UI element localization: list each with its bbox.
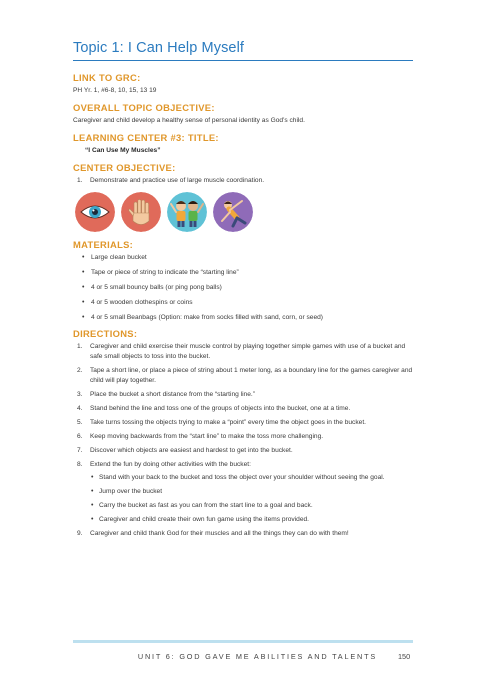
directions-final bbox=[73, 529, 413, 539]
list-text: Demonstrate and practice use of large muscle coordination. bbox=[90, 177, 265, 184]
list-text: Extend the fun by doing other activities with the bucket: bbox=[90, 461, 251, 468]
stretching-child-icon bbox=[213, 192, 253, 232]
link-heading: LINK TO GRC: bbox=[73, 72, 141, 83]
list-item: • 4 or 5 wooden clothespins or coins bbox=[73, 298, 413, 308]
list-number: 7. bbox=[77, 447, 83, 454]
page-number: 150 bbox=[398, 652, 411, 661]
link-section bbox=[73, 72, 413, 96]
list-text: Keep moving backwards from the “start line” to make the toss more challenging. bbox=[90, 433, 324, 440]
list-number: 1. bbox=[77, 343, 83, 350]
hand-icon bbox=[121, 192, 161, 232]
directions-list bbox=[73, 342, 413, 470]
list-item bbox=[73, 432, 413, 442]
footer-divider bbox=[73, 640, 413, 643]
link-text: PH Yr. 1, #6-8, 10, 15, 13 19 bbox=[73, 87, 157, 94]
list-text: Tape a short line, or place a piece of string about 1 meter long, as a boundary line for the games caregiver and child will play together. bbox=[90, 367, 413, 384]
objective-section bbox=[73, 102, 413, 126]
eye-icon bbox=[75, 192, 115, 232]
list-item bbox=[73, 460, 413, 470]
list-item bbox=[73, 342, 413, 362]
list-number: 5. bbox=[77, 419, 83, 426]
list-item: • Jump over the bucket bbox=[73, 487, 413, 497]
materials-section bbox=[73, 239, 413, 323]
list-text: Caregiver and child exercise their muscle control by playing together simple games with use of a bucket and safe small objects to toss into the bucket. bbox=[90, 343, 406, 360]
list-item bbox=[73, 404, 413, 414]
list-item: • 4 or 5 small bouncy balls (or ping pong balls) bbox=[73, 283, 413, 293]
list-item: • Caregiver and child create their own fun game using the items provided. bbox=[73, 515, 413, 525]
list-item: • Carry the bucket as fast as you can from the start line to a goal and back. bbox=[73, 501, 413, 511]
list-number: 8. bbox=[77, 461, 83, 468]
list-number: 3. bbox=[77, 391, 83, 398]
list-item bbox=[73, 446, 413, 456]
list-item: • Large clean bucket bbox=[73, 253, 413, 263]
list-item bbox=[73, 529, 413, 539]
learning-center-title: “I Can Use My Muscles” bbox=[85, 147, 161, 154]
directions-section bbox=[73, 328, 413, 539]
directions-sub-list bbox=[73, 473, 413, 525]
list-item: • Stand with your back to the bucket and toss the object over your shoulder without seeing the goal. bbox=[73, 473, 413, 483]
list-item bbox=[73, 390, 413, 400]
objective-heading: OVERALL TOPIC OBJECTIVE: bbox=[73, 102, 215, 113]
center-objective-section bbox=[73, 162, 413, 186]
title-divider bbox=[73, 60, 413, 61]
list-text: Discover which objects are easiest and hardest to get into the bucket. bbox=[90, 447, 293, 454]
list-item bbox=[73, 366, 413, 386]
materials-heading: MATERIALS: bbox=[73, 239, 134, 250]
page-title: Topic 1: I Can Help Myself bbox=[73, 40, 245, 56]
directions-heading: DIRECTIONS: bbox=[73, 328, 138, 339]
list-number: 4. bbox=[77, 405, 83, 412]
page-content bbox=[73, 72, 413, 539]
learning-center-section bbox=[73, 132, 413, 156]
list-text: Caregiver and child thank God for their muscles and all the things they can do with them! bbox=[90, 530, 349, 537]
list-item bbox=[73, 176, 413, 186]
learning-center-heading: LEARNING CENTER #3: TITLE: bbox=[73, 132, 219, 143]
list-number: 9. bbox=[77, 530, 83, 537]
list-number: 1. bbox=[77, 177, 83, 184]
list-text: Take turns tossing the objects trying to make a “point” every time the object goes in the bucket. bbox=[90, 419, 366, 426]
center-objective-heading: CENTER OBJECTIVE: bbox=[73, 162, 176, 173]
list-text: Place the bucket a short distance from the “starting line.” bbox=[90, 391, 255, 398]
list-item bbox=[73, 418, 413, 428]
children-icon bbox=[167, 192, 207, 232]
list-item: • Tape or piece of string to indicate the “starting line” bbox=[73, 268, 413, 278]
materials-list bbox=[73, 253, 413, 323]
objective-text: Caregiver and child develop a healthy sense of personal identity as God’s child. bbox=[73, 117, 305, 124]
center-objective-list bbox=[73, 176, 413, 186]
list-number: 6. bbox=[77, 433, 83, 440]
list-item: • 4 or 5 small Beanbags (Option: make from socks filled with sand, corn, or seed) bbox=[73, 313, 413, 323]
list-text: Stand behind the line and toss one of the groups of objects into the bucket, one at a time. bbox=[90, 405, 351, 412]
footer-unit-title: UNIT 6: GOD GAVE ME ABILITIES AND TALENTS bbox=[137, 652, 377, 661]
list-number: 2. bbox=[77, 367, 83, 374]
icon-row bbox=[75, 192, 413, 232]
